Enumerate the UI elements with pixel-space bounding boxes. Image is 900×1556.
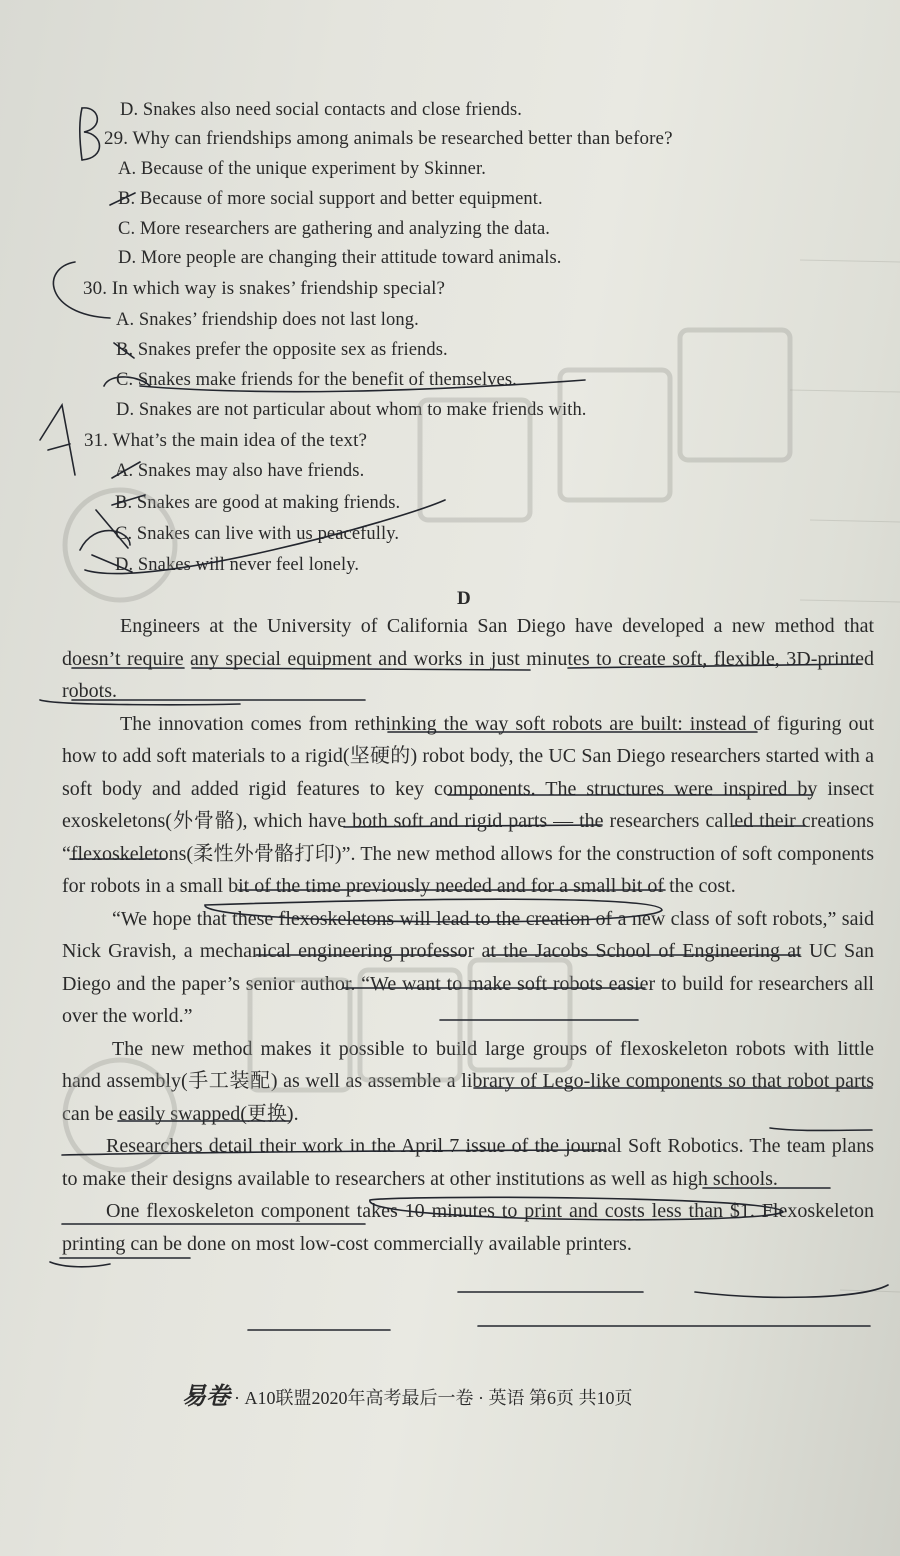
answer-mark-a bbox=[40, 405, 75, 475]
q31-stem: 31. What’s the main idea of the text? bbox=[84, 430, 367, 451]
passage-paragraph-4: The new method makes it possible to build large groups of flexoskeleton robots with little hand assembly(手工装配) as well as assemble a library of Lego-like components so that robot parts can be easily swapped(更换). bbox=[62, 1037, 874, 1125]
q29-option-c: C. More researchers are gathering and analyzing the data. bbox=[118, 219, 551, 239]
footer-text: · A10联盟2020年高考最后一卷 · 英语 第6页 共10页 bbox=[234, 1388, 633, 1408]
q31-option-c: C. Snakes can live with us peacefully. bbox=[115, 524, 400, 544]
passage-paragraph-1: Engineers at the University of California San Diego have developed a new method that doesn’t require any special equipment and works in just minutes to create soft, flexible, 3D-printed robots. bbox=[62, 615, 874, 702]
q31-option-d: D. Snakes will never feel lonely. bbox=[115, 555, 360, 575]
answer-mark-b bbox=[80, 108, 82, 160]
q29-option-b: B. Because of more social support and better equipment. bbox=[118, 189, 543, 209]
passage-paragraph-5: Researchers detail their work in the April 7 issue of the journal Soft Robotics. The team plans to make their designs available to researchers at other institutions as well as high schools. bbox=[62, 1135, 874, 1190]
q30-option-d: D. Snakes are not particular about whom to make friends with. bbox=[116, 400, 587, 420]
q29-stem: 29. Why can friendships among animals be researched better than before? bbox=[104, 128, 673, 149]
q31-option-a: A. Snakes may also have friends. bbox=[115, 461, 365, 481]
q30-option-b: B. Snakes prefer the opposite sex as friends. bbox=[116, 340, 448, 360]
q30-option-c: C. Snakes make friends for the benefit of themselves. bbox=[116, 370, 517, 390]
passage-paragraph-2: The innovation comes from rethinking the way soft robots are built: instead of figuring out how to add soft materials to a rigid(坚硬的) robot body, the UC San Diego researchers started with a soft body and added rigid features to key components. The structures were inspired by insect exoskeletons(外骨骼), which have both soft and rigid parts — the researchers called their creations “flexoskeletons(柔性外骨骼打印)”. The new method allows for the construction of soft components for robots in a small bit of the time previously needed and for a small bit of the cost. bbox=[62, 712, 874, 897]
q28-option-d: D. Snakes also need social contacts and close friends. bbox=[120, 100, 523, 120]
q29-option-a: A. Because of the unique experiment by Skinner. bbox=[118, 159, 486, 179]
page-footer bbox=[182, 1376, 633, 1411]
q31-option-b: B. Snakes are good at making friends. bbox=[115, 493, 401, 513]
q30-option-a: A. Snakes’ friendship does not last long. bbox=[116, 310, 419, 330]
passage-paragraph-6: One flexoskeleton component takes 10 minutes to print and costs less than $1. Flexoskeleton printing can be done on most low-cost commercially available printers. bbox=[62, 1200, 874, 1255]
passage bbox=[62, 610, 874, 1260]
q29-option-d: D. More people are changing their attitude toward animals. bbox=[118, 248, 562, 268]
passage-paragraph-3: “We hope that these flexoskeletons will lead to the creation of a new class of soft robots,” said Nick Gravish, a mechanical engineering professor at the Jacobs School of Engineering at UC San Diego and the paper’s senior author. “We want to make soft robots easier to build for researchers all over the world.” bbox=[62, 907, 874, 1027]
q30-stem: 30. In which way is snakes’ friendship special? bbox=[83, 278, 446, 299]
footer-brand: 易卷 bbox=[182, 1384, 230, 1410]
section-heading: D bbox=[457, 588, 471, 609]
